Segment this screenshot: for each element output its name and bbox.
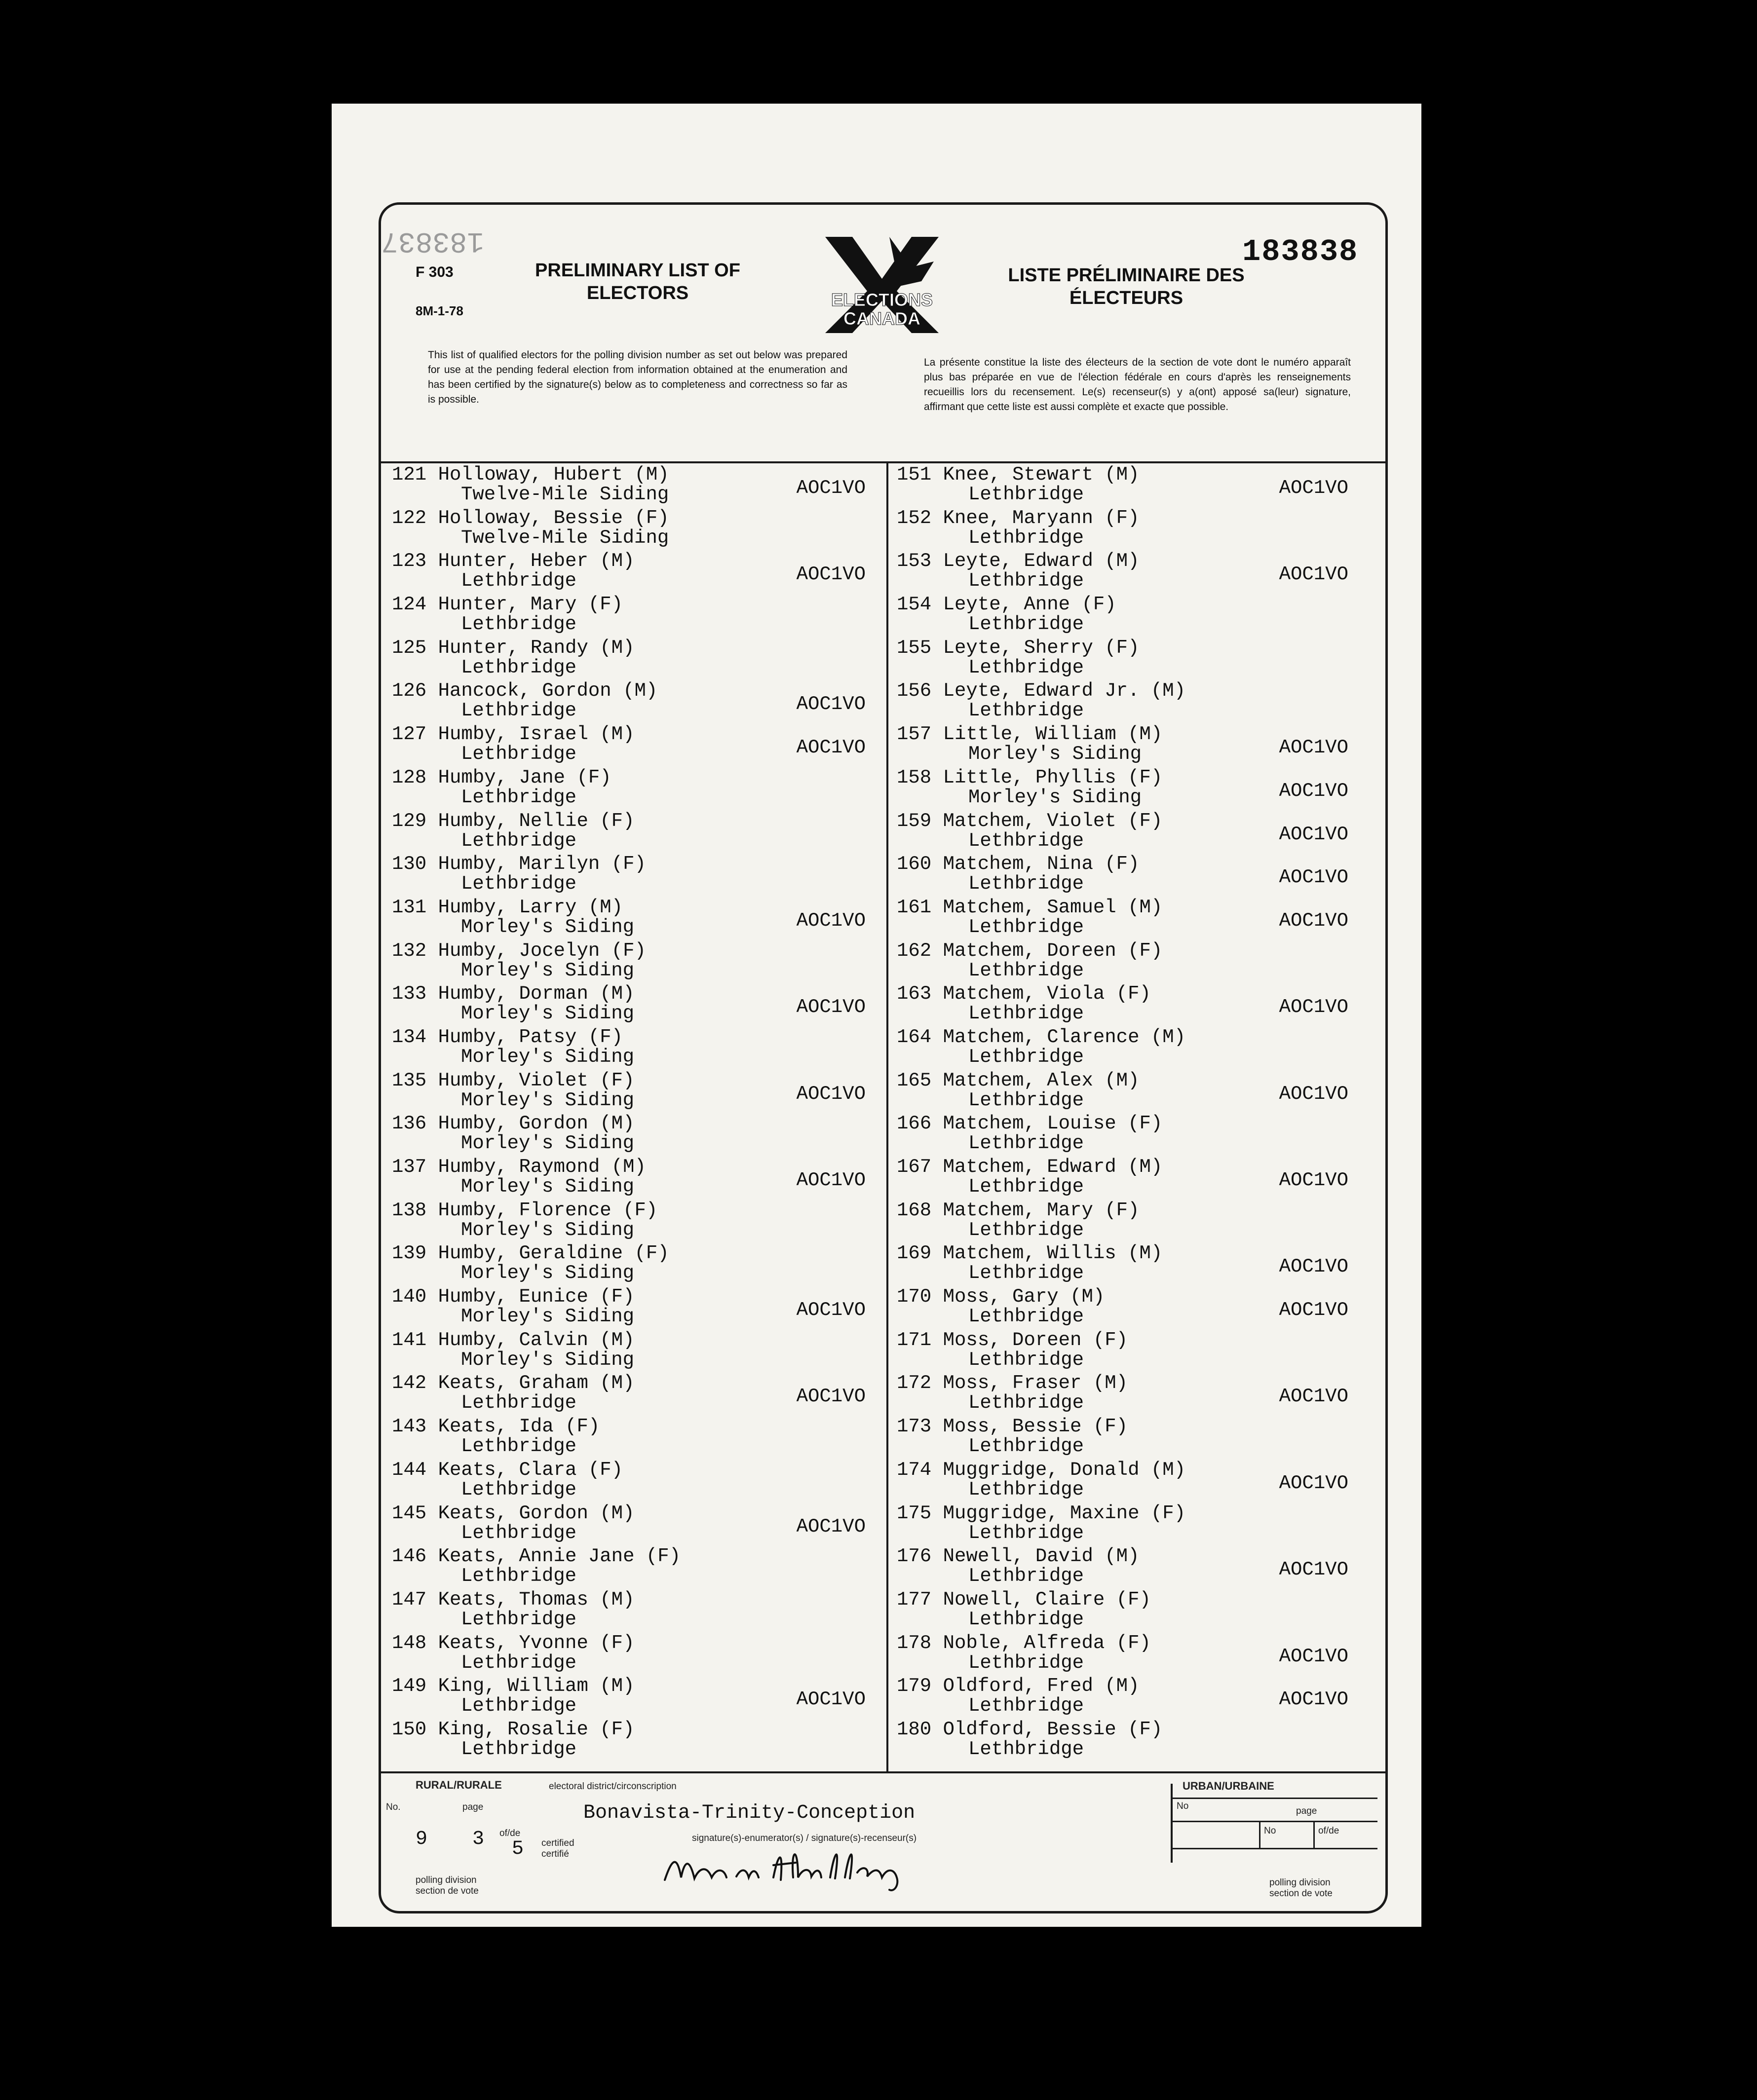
- elector-address: Lethbridge: [968, 1565, 1084, 1587]
- elector-entry: [897, 1459, 1378, 1502]
- enumerator-signature: [657, 1838, 914, 1897]
- of-label: of/de: [499, 1828, 521, 1838]
- elector-entry: [392, 853, 880, 897]
- urban-label: URBAN/URBAINE: [1183, 1780, 1274, 1792]
- elector-address: Morley's Siding: [461, 1132, 635, 1155]
- elector-address: Morley's Siding: [461, 1089, 635, 1111]
- elector-postal-code: AOC1VO: [1279, 1688, 1348, 1711]
- elector-postal-code: AOC1VO: [796, 563, 866, 586]
- elector-address: Lethbridge: [461, 1608, 577, 1630]
- elector-entry: [392, 1502, 880, 1546]
- urban-rule-top: [1173, 1798, 1377, 1799]
- elector-address: Lethbridge: [968, 1349, 1084, 1371]
- elector-entry: [392, 1329, 880, 1373]
- intro-english: This list of qualified electors for the polling division number as set out below was prepared for use at the pending federal election from information obtained at the enumeration and has been certified by the signature(s) below as to completeness and correctness so far as is possible.: [428, 349, 847, 405]
- elector-address: Lethbridge: [461, 613, 577, 636]
- elector-entry: [392, 594, 880, 637]
- page-number: 3: [472, 1828, 485, 1850]
- elector-postal-code: AOC1VO: [1279, 477, 1348, 499]
- elector-name: 143 Keats, Ida (F): [392, 1416, 600, 1438]
- elector-address: Morley's Siding: [461, 1176, 635, 1198]
- urban-rule-bottom: [1173, 1848, 1377, 1849]
- elector-address: Lethbridge: [968, 916, 1084, 938]
- elector-address: Lethbridge: [461, 1392, 577, 1414]
- elector-postal-code: AOC1VO: [1279, 996, 1348, 1018]
- elector-postal-code: AOC1VO: [796, 1299, 866, 1321]
- elector-address: Lethbridge: [461, 570, 577, 592]
- elector-name: 136 Humby, Gordon (M): [392, 1113, 635, 1135]
- elector-address: Lethbridge: [968, 1695, 1084, 1717]
- elector-name: 179 Oldford, Fred (M): [897, 1675, 1140, 1697]
- elector-name: 141 Humby, Calvin (M): [392, 1329, 635, 1351]
- urban-section: [1171, 1780, 1377, 1863]
- elector-name: 156 Leyte, Edward Jr. (M): [897, 680, 1186, 702]
- elector-address: Morley's Siding: [461, 1003, 635, 1025]
- elector-entry: [392, 1156, 880, 1200]
- page-total: 5: [512, 1838, 524, 1860]
- elector-entry: [392, 1545, 880, 1589]
- elector-postal-code: AOC1VO: [1279, 1169, 1348, 1191]
- elector-address: Morley's Siding: [461, 1306, 635, 1328]
- header-divider: [381, 461, 1385, 463]
- elector-address: Lethbridge: [461, 1738, 577, 1760]
- elector-address: Lethbridge: [968, 1522, 1084, 1544]
- elector-entry: [897, 594, 1378, 637]
- elector-address: Lethbridge: [968, 1478, 1084, 1500]
- elector-address: Morley's Siding: [461, 1349, 635, 1371]
- elector-entry: [392, 1200, 880, 1243]
- elector-address: Lethbridge: [968, 829, 1084, 852]
- elector-address: Morley's Siding: [461, 916, 635, 938]
- serial-number: 183838: [1242, 234, 1359, 269]
- elector-entry: [392, 767, 880, 810]
- elector-entry: [897, 1372, 1378, 1416]
- elector-address: Morley's Siding: [968, 743, 1142, 765]
- elector-address: Lethbridge: [461, 1522, 577, 1544]
- elector-entry: [897, 767, 1378, 810]
- elector-name: 122 Holloway, Bessie (F): [392, 507, 669, 529]
- elector-address: Lethbridge: [461, 1478, 577, 1500]
- elector-address: Lethbridge: [461, 1651, 577, 1674]
- elector-name: 158 Little, Phyllis (F): [897, 766, 1163, 788]
- elector-postal-code: AOC1VO: [1279, 909, 1348, 932]
- elector-name: 129 Humby, Nellie (F): [392, 810, 635, 832]
- elector-address: Lethbridge: [968, 873, 1084, 895]
- elector-entry: [392, 1242, 880, 1286]
- elector-entry: [897, 1242, 1378, 1286]
- elector-address: Lethbridge: [968, 1089, 1084, 1111]
- elector-entry: [392, 1632, 880, 1676]
- elector-address: Lethbridge: [968, 700, 1084, 722]
- elector-address: Lethbridge: [968, 1608, 1084, 1630]
- elector-entry: [392, 507, 880, 551]
- elector-address: Lethbridge: [968, 1132, 1084, 1155]
- elector-list-form: [379, 202, 1388, 1913]
- elector-name: 126 Hancock, Gordon (M): [392, 680, 658, 702]
- elector-entry: [897, 507, 1378, 551]
- elector-postal-code: AOC1VO: [796, 737, 866, 759]
- form-code: F 303: [416, 264, 454, 280]
- elector-postal-code: AOC1VO: [1279, 1083, 1348, 1105]
- elector-entry: [897, 1589, 1378, 1632]
- elector-address: Morley's Siding: [461, 1219, 635, 1241]
- elector-entry: [897, 1286, 1378, 1329]
- elector-name: 154 Leyte, Anne (F): [897, 594, 1116, 616]
- rural-label: RURAL/RURALE: [416, 1779, 502, 1791]
- elector-entry: [897, 1026, 1378, 1070]
- elector-name: 127 Humby, Israel (M): [392, 723, 635, 746]
- elector-address: Lethbridge: [461, 656, 577, 678]
- elector-entry: [392, 1719, 880, 1762]
- urban-of-label: of/de: [1318, 1826, 1339, 1836]
- elector-name: 168 Matchem, Mary (F): [897, 1199, 1140, 1221]
- elector-name: 153 Leyte, Edward (M): [897, 550, 1140, 572]
- urban-page-label: page: [1296, 1806, 1317, 1816]
- document-page: [332, 104, 1421, 1927]
- elector-name: 176 Newell, David (M): [897, 1545, 1140, 1568]
- title-english: PRELIMINARY LIST OF ELECTORS: [535, 260, 740, 303]
- elector-postal-code: AOC1VO: [1279, 737, 1348, 759]
- urban-vrule-2: [1313, 1821, 1315, 1848]
- elector-entry: [392, 983, 880, 1026]
- page-label: page: [462, 1802, 484, 1812]
- elector-name: 146 Keats, Annie Jane (F): [392, 1545, 681, 1568]
- elector-name: 173 Moss, Bessie (F): [897, 1416, 1128, 1438]
- elector-address: Lethbridge: [461, 743, 577, 765]
- elector-name: 135 Humby, Violet (F): [392, 1069, 635, 1091]
- elector-address: Lethbridge: [968, 959, 1084, 981]
- elector-name: 150 King, Rosalie (F): [392, 1718, 635, 1740]
- elector-entry: [897, 723, 1378, 767]
- elector-address: Lethbridge: [968, 1435, 1084, 1458]
- elector-address: Lethbridge: [968, 1003, 1084, 1025]
- urban-no-label: No: [1177, 1801, 1189, 1811]
- elector-name: 137 Humby, Raymond (M): [392, 1156, 646, 1178]
- elector-entry: [897, 1545, 1378, 1589]
- elector-name: 144 Keats, Clara (F): [392, 1459, 623, 1481]
- elector-name: 178 Noble, Alfreda (F): [897, 1632, 1151, 1654]
- elector-entry: [897, 1200, 1378, 1243]
- elector-name: 152 Knee, Maryann (F): [897, 507, 1140, 529]
- elector-entry: [392, 1026, 880, 1070]
- elector-entry: [392, 810, 880, 854]
- elector-name: 134 Humby, Patsy (F): [392, 1026, 623, 1048]
- elector-entry: [897, 810, 1378, 854]
- elector-address: Lethbridge: [968, 656, 1084, 678]
- elector-entry: [897, 897, 1378, 940]
- footer-divider: [381, 1771, 1385, 1773]
- elector-name: 161 Matchem, Samuel (M): [897, 896, 1163, 918]
- elector-name: 163 Matchem, Viola (F): [897, 983, 1151, 1005]
- elector-address: Morley's Siding: [968, 786, 1142, 808]
- elector-name: 155 Leyte, Sherry (F): [897, 637, 1140, 659]
- elector-address: Lethbridge: [968, 1262, 1084, 1284]
- elector-address: Lethbridge: [461, 1565, 577, 1587]
- elector-address: Twelve-Mile Siding: [461, 484, 669, 505]
- elector-name: 160 Matchem, Nina (F): [897, 853, 1140, 875]
- elector-name: 124 Hunter, Mary (F): [392, 594, 623, 616]
- elector-name: 166 Matchem, Louise (F): [897, 1113, 1163, 1135]
- elector-postal-code: AOC1VO: [1279, 563, 1348, 586]
- polling-no-label: No.: [386, 1802, 401, 1812]
- elector-entry: [392, 680, 880, 723]
- elector-entry: [897, 983, 1378, 1026]
- elector-name: 167 Matchem, Edward (M): [897, 1156, 1163, 1178]
- elector-name: 142 Keats, Graham (M): [392, 1372, 635, 1394]
- elector-address: Lethbridge: [461, 1435, 577, 1458]
- elector-postal-code: AOC1VO: [796, 477, 866, 499]
- elector-entry: [392, 1070, 880, 1113]
- elector-address: Lethbridge: [968, 1046, 1084, 1068]
- elector-address: Morley's Siding: [461, 959, 635, 981]
- elector-address: Lethbridge: [968, 526, 1084, 549]
- elector-entry: [392, 1286, 880, 1329]
- elector-entry: [897, 853, 1378, 897]
- elector-column-right: [897, 464, 1378, 1762]
- elector-entry: [897, 1113, 1378, 1156]
- elector-postal-code: AOC1VO: [1279, 1645, 1348, 1667]
- elector-entry: [392, 637, 880, 680]
- elector-name: 175 Muggridge, Maxine (F): [897, 1502, 1186, 1524]
- urban-vrule-1: [1259, 1821, 1260, 1848]
- elector-entry: [897, 1675, 1378, 1719]
- urban-polling-label: polling division section de vote: [1269, 1877, 1333, 1899]
- elector-entry: [897, 550, 1378, 594]
- ghost-serial-number: 183837: [381, 225, 484, 257]
- elector-postal-code: AOC1VO: [796, 1515, 866, 1538]
- intro-french: La présente constitue la liste des électeurs de la section de vote dont le numéro apparaît plus bas préparée en vue de l'élection fédérale en cours d'après les renseignements recueillis lors du recensement. Le(s) recenseur(s) y a(ont) apposé sa(leur) signature, affirmant que cette liste est aussi complète et exacte que possible.: [924, 357, 1351, 412]
- elector-entry: [897, 1632, 1378, 1676]
- elector-address: Lethbridge: [968, 484, 1084, 505]
- elector-name: 145 Keats, Gordon (M): [392, 1502, 635, 1524]
- elector-name: 147 Keats, Thomas (M): [392, 1588, 635, 1611]
- elector-name: 174 Muggridge, Donald (M): [897, 1459, 1186, 1481]
- elector-entry: [392, 464, 880, 507]
- elector-postal-code: AOC1VO: [1279, 1386, 1348, 1408]
- elector-postal-code: AOC1VO: [1279, 1472, 1348, 1494]
- elector-name: 177 Nowell, Claire (F): [897, 1588, 1151, 1611]
- elector-address: Lethbridge: [968, 1219, 1084, 1241]
- elector-address: Lethbridge: [461, 786, 577, 808]
- elector-entry: [392, 1113, 880, 1156]
- district-label: electoral district/circonscription: [549, 1781, 677, 1792]
- elector-name: 170 Moss, Gary (M): [897, 1286, 1105, 1308]
- elector-address: Lethbridge: [968, 1392, 1084, 1414]
- elector-address: Lethbridge: [461, 700, 577, 722]
- elector-name: 172 Moss, Fraser (M): [897, 1372, 1128, 1394]
- elections-canada-logo: [815, 232, 949, 338]
- elector-postal-code: AOC1VO: [1279, 866, 1348, 889]
- elector-name: 165 Matchem, Alex (M): [897, 1069, 1140, 1091]
- elector-address: Lethbridge: [461, 829, 577, 852]
- elector-name: 151 Knee, Stewart (M): [897, 464, 1140, 486]
- elector-name: 169 Matchem, Willis (M): [897, 1242, 1163, 1265]
- elector-postal-code: AOC1VO: [796, 996, 866, 1018]
- elector-address: Morley's Siding: [461, 1046, 635, 1068]
- elector-entry: [392, 1459, 880, 1502]
- elector-address: Lethbridge: [968, 613, 1084, 636]
- elector-postal-code: AOC1VO: [796, 909, 866, 932]
- certified-label: certified certifié: [541, 1838, 574, 1859]
- elector-address: Lethbridge: [968, 1651, 1084, 1674]
- elector-name: 159 Matchem, Violet (F): [897, 810, 1163, 832]
- elector-name: 149 King, William (M): [392, 1675, 635, 1697]
- elector-entry: [897, 940, 1378, 983]
- urban-no2-label: No: [1264, 1826, 1276, 1836]
- elector-address: Lethbridge: [461, 1695, 577, 1717]
- elector-name: 180 Oldford, Bessie (F): [897, 1718, 1163, 1740]
- logo-text-canada: CANADA: [843, 308, 920, 329]
- elector-entry: [392, 897, 880, 940]
- elector-postal-code: AOC1VO: [796, 1169, 866, 1191]
- elector-address: Lethbridge: [968, 1738, 1084, 1760]
- elector-name: 123 Hunter, Heber (M): [392, 550, 635, 572]
- elector-name: 131 Humby, Larry (M): [392, 896, 623, 918]
- elector-postal-code: AOC1VO: [796, 1386, 866, 1408]
- elector-entry: [897, 1329, 1378, 1373]
- elector-address: Lethbridge: [461, 873, 577, 895]
- elector-name: 140 Humby, Eunice (F): [392, 1286, 635, 1308]
- elector-name: 121 Holloway, Hubert (M): [392, 464, 669, 486]
- elector-name: 164 Matchem, Clarence (M): [897, 1026, 1186, 1048]
- elector-name: 125 Hunter, Randy (M): [392, 637, 635, 659]
- elector-entry: [897, 1070, 1378, 1113]
- form-date: 8M-1-78: [416, 303, 463, 318]
- elector-name: 128 Humby, Jane (F): [392, 766, 611, 788]
- elector-address: Twelve-Mile Siding: [461, 526, 669, 549]
- polling-division-number: 9: [416, 1828, 428, 1850]
- elector-name: 138 Humby, Florence (F): [392, 1199, 658, 1221]
- logo-text-elections: ELECTIONS: [831, 290, 933, 310]
- elector-name: 148 Keats, Yvonne (F): [392, 1632, 635, 1654]
- title-french: LISTE PRÉLIMINAIRE DES ÉLECTEURS: [1008, 265, 1245, 308]
- elector-entry: [897, 1416, 1378, 1459]
- elector-entry: [392, 550, 880, 594]
- elector-address: Lethbridge: [968, 570, 1084, 592]
- elector-address: Morley's Siding: [461, 1262, 635, 1284]
- elector-postal-code: AOC1VO: [1279, 780, 1348, 802]
- elector-name: 157 Little, William (M): [897, 723, 1163, 746]
- elector-name: 171 Moss, Doreen (F): [897, 1329, 1128, 1351]
- urban-rule-mid: [1173, 1821, 1377, 1822]
- elector-postal-code: AOC1VO: [1279, 1559, 1348, 1581]
- elector-entry: [897, 680, 1378, 723]
- elector-entry: [897, 464, 1378, 507]
- elector-entry: [897, 1156, 1378, 1200]
- elector-entry: [897, 637, 1378, 680]
- elector-postal-code: AOC1VO: [796, 1688, 866, 1711]
- elector-name: 162 Matchem, Doreen (F): [897, 939, 1163, 962]
- elector-address: Lethbridge: [968, 1306, 1084, 1328]
- elector-postal-code: AOC1VO: [1279, 1256, 1348, 1278]
- elector-postal-code: AOC1VO: [796, 693, 866, 715]
- polling-division-label: polling division section de vote: [416, 1875, 479, 1896]
- electoral-district: Bonavista-Trinity-Conception: [583, 1802, 916, 1824]
- elector-postal-code: AOC1VO: [1279, 823, 1348, 845]
- signature-label: signature(s)-enumerator(s) / signature(s)-recenseur(s): [692, 1833, 917, 1843]
- elector-column-left: [392, 464, 880, 1762]
- elector-entry: [392, 1589, 880, 1632]
- elector-entry: [392, 1675, 880, 1719]
- elector-entry: [392, 1416, 880, 1459]
- elector-entry: [392, 723, 880, 767]
- elector-name: 133 Humby, Dorman (M): [392, 983, 635, 1005]
- elector-address: Lethbridge: [968, 1176, 1084, 1198]
- elector-name: 132 Humby, Jocelyn (F): [392, 939, 646, 962]
- elector-postal-code: AOC1VO: [1279, 1299, 1348, 1321]
- elector-name: 130 Humby, Marilyn (F): [392, 853, 646, 875]
- elector-entry: [897, 1502, 1378, 1546]
- elector-postal-code: AOC1VO: [796, 1083, 866, 1105]
- column-divider: [886, 461, 888, 1771]
- elector-entry: [392, 1372, 880, 1416]
- elector-name: 139 Humby, Geraldine (F): [392, 1242, 669, 1265]
- elector-entry: [897, 1719, 1378, 1762]
- elector-entry: [392, 940, 880, 983]
